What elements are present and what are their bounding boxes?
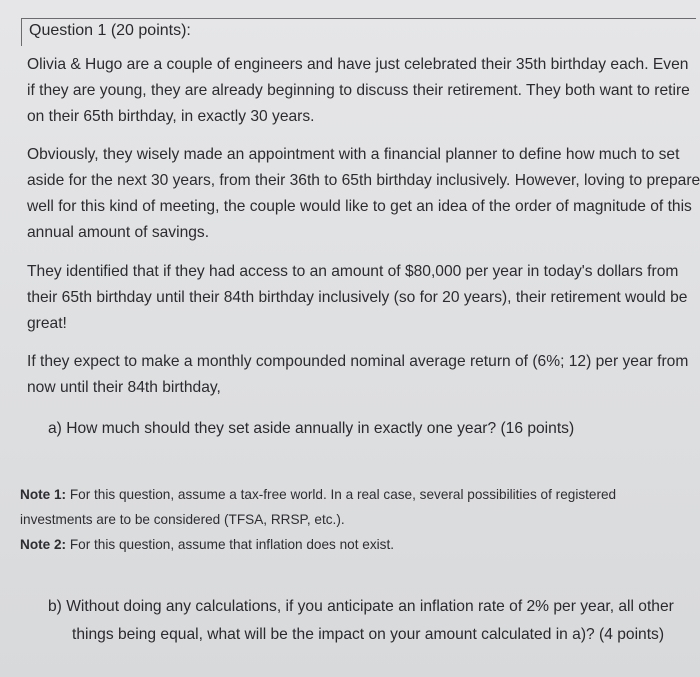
part-a-question: a) How much should they set aside annually in exactly one year? (16 points) <box>48 420 575 437</box>
paragraph-planner <box>27 142 700 246</box>
text-line: annual amount of savings. <box>27 224 210 241</box>
text-line: their 65th birthday until their 84th birthday inclusively (so for 20 years), their retirement would be <box>27 289 688 306</box>
text-line: great! <box>27 315 67 332</box>
paragraph-return-rate <box>27 349 688 401</box>
paragraph-intro <box>27 52 690 130</box>
text-line: on their 65th birthday, in exactly 30 years. <box>27 108 315 125</box>
note-text: investments are to be considered (TFSA, RRSP, etc.). <box>20 512 345 527</box>
text-line: well for this kind of meeting, the couple would like to get an idea of the order of magnitude of this <box>27 198 692 215</box>
text-line: Obviously, they wisely made an appointment with a financial planner to define how much to set <box>27 146 680 163</box>
text-line: Olivia & Hugo are a couple of engineers and have just celebrated their 35th birthday each. Even <box>27 56 689 73</box>
part-b-question <box>48 593 674 649</box>
text-line: now until their 84th birthday, <box>27 379 221 396</box>
note-1-continued <box>20 507 616 532</box>
note-text: For this question, assume that inflation does not exist. <box>66 537 395 552</box>
note-text: For this question, assume a tax-free world. In a real case, several possibilities of registered <box>66 487 617 502</box>
note-label: Note 2: <box>20 537 67 552</box>
text-line: aside for the next 30 years, from their 36th to 65th birthday inclusively. However, loving to prepare <box>27 172 700 189</box>
note-1 <box>20 482 616 507</box>
text-line: They identified that if they had access to an amount of $80,000 per year in today's dollars from <box>27 263 679 280</box>
text-line: If they expect to make a monthly compounded nominal average return of (6%; 12) per year from <box>27 353 689 370</box>
notes-section <box>20 482 616 557</box>
note-label: Note 1: <box>20 487 67 502</box>
note-2 <box>20 532 616 557</box>
paragraph-retirement-amount <box>27 259 687 337</box>
text-line: if they are young, they are already beginning to discuss their retirement. They both want to retire <box>27 82 690 99</box>
text-line: things being equal, what will be the impact on your amount calculated in a)? (4 points) <box>72 626 665 643</box>
text-line: b) Without doing any calculations, if you anticipate an inflation rate of 2% per year, all other <box>48 598 674 615</box>
question-title: Question 1 (20 points): <box>29 22 191 39</box>
